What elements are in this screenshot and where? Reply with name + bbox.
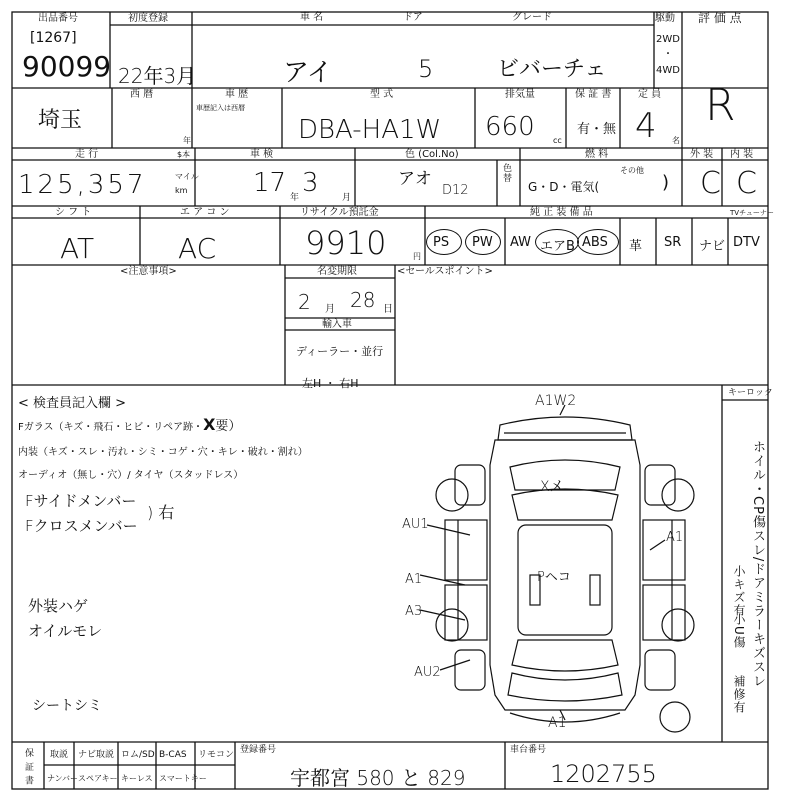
drive-4wd: 4WD [656,65,680,76]
footer-remote: リモコン [198,750,235,760]
mark-left-1: AU1 [402,517,429,532]
aircon-value: AC [178,232,217,265]
equip-ps-circle [426,229,462,255]
fuel-options: G・D・電気( [528,180,600,194]
import-value: ディーラー・並行 [296,345,384,358]
mark-top: A1W2 [535,393,577,409]
capacity-unit: 名 [672,136,680,145]
footer-smart-key: スマートキー [159,774,207,783]
sales-label: <セールスポイント> [397,266,493,277]
equip-airbag: エアB [540,239,575,254]
expiry-day-unit: 日 [383,304,393,315]
shift-label: シ フ ト [55,207,92,218]
inspector-line3: オーディオ（無し・穴）/ タイヤ（スタッドレス） [18,470,244,481]
footer-guarantee-label: 保 証 書 [23,748,33,786]
exterior-label: 外 装 [690,149,714,160]
recycle-unit: 円 [413,252,421,261]
color-change-label: 色替 [501,163,511,183]
footer-vin-value: 1202755 [550,760,657,788]
inspector-line2: 内装（キズ・スレ・汚れ・シミ・コゲ・穴・キレ・破れ・割れ） [18,447,308,458]
footer-nav-disc: ナビ取説 [78,750,115,760]
doors-value: 5 [418,55,434,83]
score-value: R [705,80,736,131]
drive-2wd: 2WD [656,34,680,45]
mark-left-2: A1 [405,572,423,587]
grade-value: ビバーチェ [497,57,607,82]
hand-note-paren: ) 右 [147,503,175,522]
footer-number: ナンバー [47,774,79,783]
drive-label: 駆動 [655,13,675,24]
first-reg-value: 22年3月 [118,64,197,88]
capacity-label: 定 員 [638,89,662,100]
inspection-month-unit: 月 [342,193,352,203]
hand-note-1: Fサイドメンバー [25,492,137,510]
fuel-label: 燃 料 [585,149,609,160]
footer-reg-label: 登録番号 [240,745,277,755]
recycle-value: 9910 [305,224,387,262]
model-value: DBA-HA1W [298,115,442,145]
color-code: D12 [442,183,469,198]
equip-dtv: DTV [733,235,760,250]
notes-label: <注意事項> [120,266,177,277]
hand-note-4: オイルモレ [28,622,103,640]
expiry-month-unit: 月 [325,304,335,315]
handle-value: 左H ・ 右H [302,377,359,390]
mark-left-3: A3 [405,604,423,619]
equip-navi: ナビ [699,239,726,254]
equip-sunroof: SR [664,235,682,250]
color-value: アオ [398,169,432,189]
drive-dot: ・ [663,49,673,60]
import-label: 輸入車 [322,319,352,330]
equip-abs-circle [577,229,619,255]
inspection-label: 車 検 [250,149,274,160]
interior-value: C [736,166,757,201]
displacement-unit: cc [553,136,562,145]
footer-vin-label: 車台番号 [510,745,547,755]
hand-note-5: シートシミ [32,698,102,714]
tv-tuner-label: TVチューナー [730,209,774,217]
equip-pw-circle [465,229,501,255]
history-label: 車 歴 [225,89,249,100]
fuel-other: その他 [620,166,644,175]
grade-label: グレード [512,12,552,23]
expiry-day: 28 [350,288,376,312]
mark-left-4: AU2 [414,665,441,680]
lot-label: 出品番号 [38,13,78,24]
doors-label: ドア [403,12,423,23]
inspection-month: 3 [302,168,319,198]
inspector-line1-suffix: 要） [215,419,242,434]
expiry-label: 名変期限 [317,266,357,277]
warranty-label: 保 証 書 [575,89,612,100]
equip-aw: AW [510,235,532,250]
lot-prefix: [1267] [30,30,77,46]
history-note: 車歴記入は西暦 [196,104,245,112]
exterior-value: C [700,166,721,201]
displacement-value: 660 [485,112,535,142]
hand-note-3: 外装ハゲ [28,597,89,615]
equip-leather: 革 [629,239,643,254]
inspector-line1-prefix: Fガラス（キズ・飛石・ヒビ・リペア跡・ [18,422,204,433]
lot-number: 90099 [22,50,112,83]
footer-spare-key: スペアキー [78,774,118,783]
equip-pw: PW [472,235,493,250]
mileage-unit-mile: マイル [175,172,199,181]
era-unit: 年 [183,136,191,145]
inspector-line1-x: X [203,415,216,434]
interior-label: 内 装 [730,149,754,160]
vertical-note-2: 小キズ有 [732,565,746,617]
car-name-label: 車 名 [300,12,324,23]
shift-value: AT [60,232,95,265]
equipment-label: 純 正 装 備 品 [530,207,593,218]
footer-doc: 取説 [50,750,69,760]
expiry-month: 2 [298,290,311,314]
equip-airbag-circle [535,229,579,255]
score-label: 評 価 点 [698,11,742,25]
vertical-note-4: 補修有 [732,675,746,714]
recycle-label: リサイクル預託金 [300,207,379,218]
mark-right: A1 [666,530,684,545]
first-reg-label: 初度登録 [128,13,168,24]
footer-rom-sd: ロム/SD [121,750,155,760]
keylock-label: キーロック [728,388,773,398]
equip-abs: ABS [582,235,608,250]
footer-bcas: B-CAS [159,750,187,760]
displacement-label: 排気量 [505,89,535,100]
mileage-value: 125,357 [18,170,147,200]
car-name-value: アイ [283,58,333,88]
hand-note-2: Fクロスメンバー [25,517,138,535]
capacity-value: 4 [635,106,657,146]
inspector-line1 [18,415,241,434]
footer-keyless: キーレス [121,774,153,783]
warranty-value: 有・無 [577,122,617,137]
mark-roof: Xメ [540,479,564,495]
mark-bottom: A1 [548,715,567,731]
vertical-note-1: ホイル・CP傷スレ/ドアミラーキズスレ [750,440,765,689]
color-label: 色 (Col.No) [405,149,459,160]
inspector-title: < 検査員記入欄 > [18,396,127,411]
model-label: 型 式 [370,89,394,100]
mileage-unit-km: km [175,186,188,195]
mark-center: Pヘコ [537,570,571,585]
aircon-label: エ ア コ ン [180,207,230,218]
inspection-year: 17 [253,168,287,198]
era-label: 西 暦 [130,89,154,100]
mileage-unit-top: $本 [177,150,191,159]
inspection-year-unit: 年 [290,193,300,203]
region-value: 埼玉 [38,108,83,133]
mileage-label: 走 行 [75,149,99,160]
vertical-note-3: 小U傷 [732,613,746,649]
fuel-close-paren: ) [662,172,670,193]
equip-ps: PS [433,235,450,250]
footer-reg-value: 宇都宮 580 と 829 [290,766,466,790]
